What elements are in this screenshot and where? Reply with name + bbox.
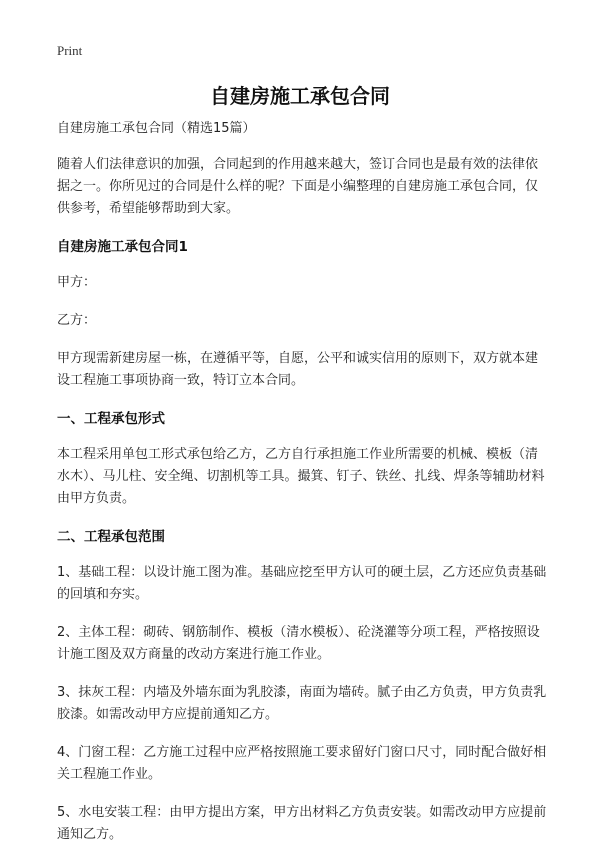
section2-heading: 二、工程承包范围 [57, 529, 165, 545]
page-title: 自建房施工承包合同 [210, 84, 390, 108]
party-a-line: 甲方： [57, 275, 97, 290]
scope-item-3: 3、抹灰工程：内墙及外墙东面为乳胶漆，南面为墙砖。腻子由乙方负责，甲方负责乳胶漆。如需改动甲方应提前通知乙方。 [57, 685, 547, 722]
scope-item-5: 5、水电安装工程：由甲方提出方案，甲方出材料乙方负责安装。如需改动甲方应提前通知乙方。 [57, 805, 547, 842]
intro-paragraph: 随着人们法律意识的加强，合同起到的作用越来越大，签订合同也是最有效的法律依据之一。你所见过的合同是什么样的呢？下面是小编整理的自建房施工承包合同，仅供参考，希望能够帮助到大家。 [57, 157, 539, 216]
contract-heading: 自建房施工承包合同1 [57, 239, 188, 255]
scope-item-4: 4、门窗工程：乙方施工过程中应严格按照施工要求留好门窗口尺寸，同时配合做好相关工程施工作业。 [57, 745, 547, 782]
party-b-line: 乙方： [57, 313, 97, 328]
print-label: Print [57, 43, 83, 58]
scope-item-1: 1、基础工程：以设计施工图为准。基础应挖至甲方认可的硬土层，乙方还应负责基础的回填和夯实。 [57, 565, 547, 602]
section1-heading: 一、工程承包形式 [57, 411, 165, 427]
document-subtitle: 自建房施工承包合同（精选15篇） [57, 121, 256, 136]
document-body [57, 118, 547, 862]
preamble-paragraph: 甲方现需新建房屋一栋，在遵循平等，自愿，公平和诚实信用的原则下，双方就本建设工程施工事项协商一致，特订立本合同。 [57, 351, 539, 388]
scope-item-2: 2、主体工程：砌砖、钢筋制作、模板（清水模板）、砼浇灌等分项工程，严格按照设计施工图及双方商量的改动方案进行施工作业。 [57, 625, 540, 662]
section1-paragraph: 本工程采用单包工形式承包给乙方，乙方自行承担施工作业所需要的机械、模板（清水木）、马儿柱、安全绳、切割机等工具。撮箕、钉子、铁丝、扎线、焊条等辅助材料由甲方负责。 [57, 447, 545, 506]
